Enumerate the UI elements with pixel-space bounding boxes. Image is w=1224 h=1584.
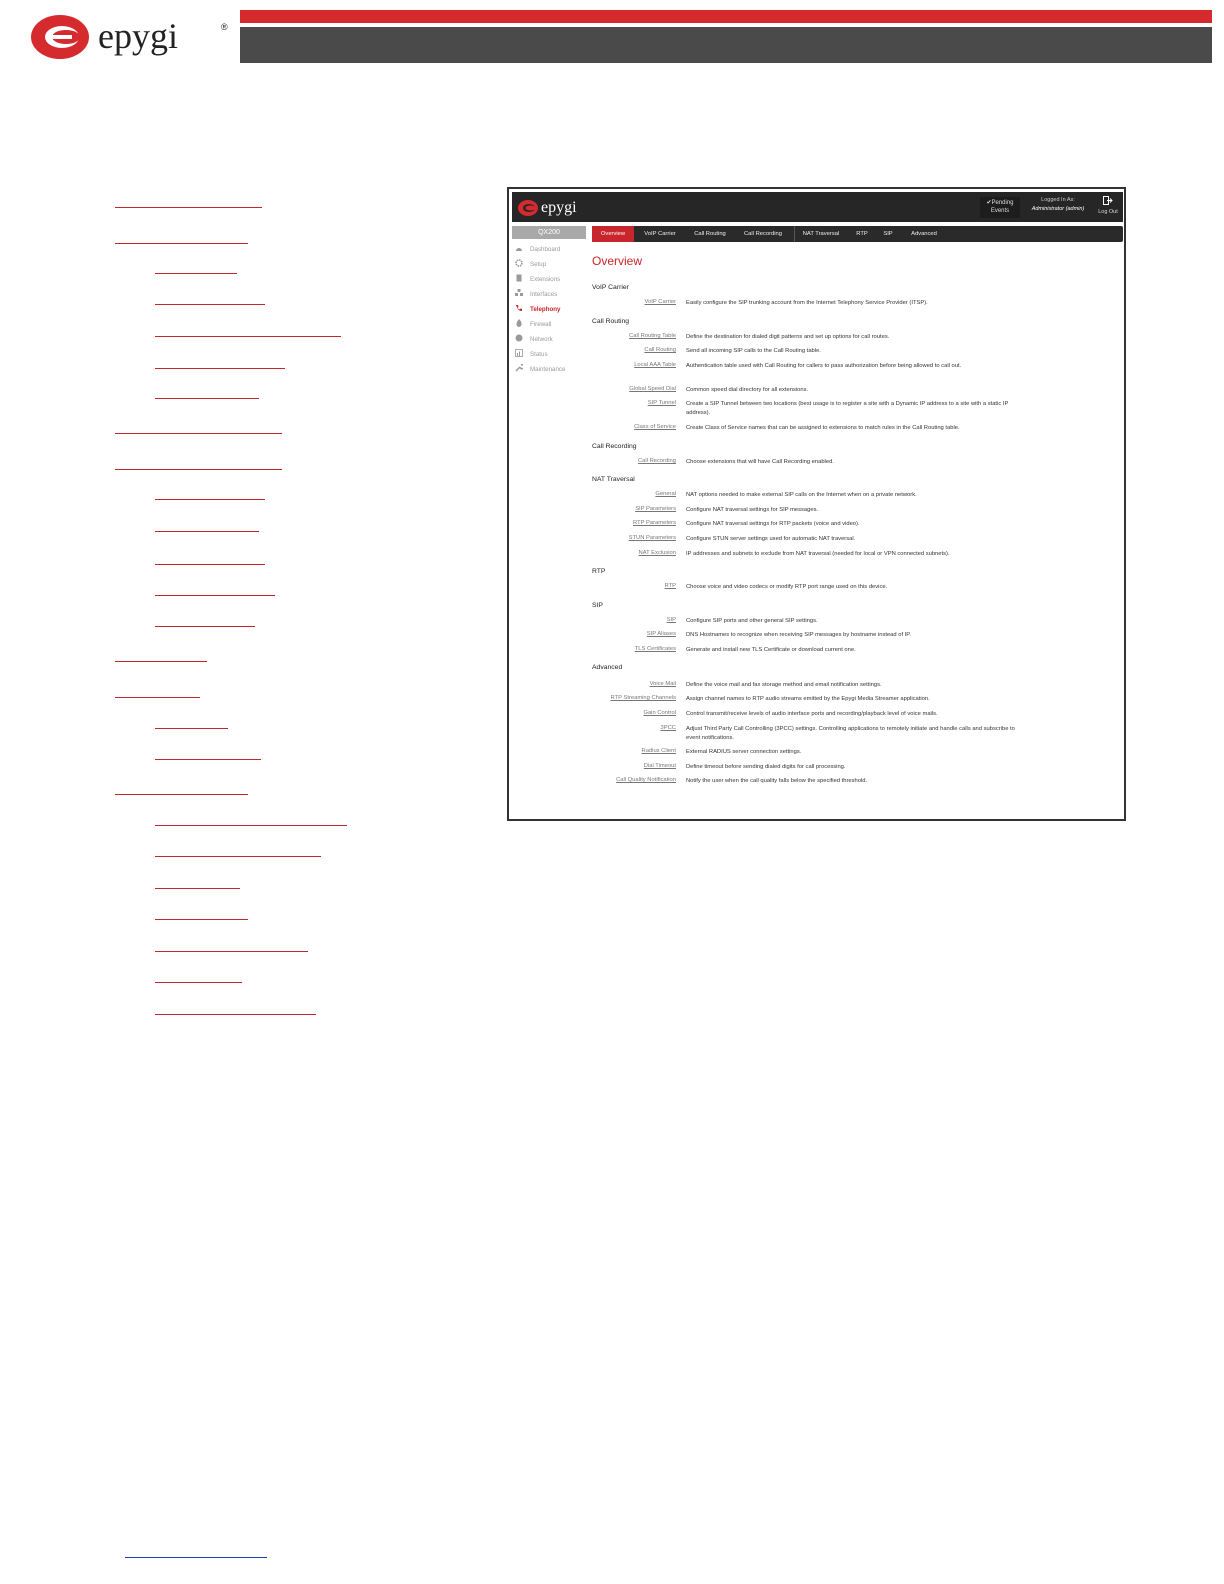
section-title: RTP xyxy=(592,568,606,575)
toc-link[interactable] xyxy=(155,1013,316,1015)
class-of-service-link[interactable]: Class of Service xyxy=(634,424,676,430)
logged-in-label: Logged In As: xyxy=(1041,197,1075,203)
call-recording-link[interactable]: Call Recording xyxy=(637,458,676,464)
book-icon xyxy=(515,274,523,282)
section-title: Call Recording xyxy=(592,443,637,450)
device-name: QX200 xyxy=(512,226,586,239)
tab-sip[interactable]: SIP xyxy=(883,231,893,237)
sidebar-label: Setup xyxy=(530,261,547,268)
tls-certificates-link[interactable]: TLS Certificates xyxy=(634,646,676,652)
tab-overview[interactable]: Overview xyxy=(592,226,634,242)
section-title: Call Routing xyxy=(592,318,630,325)
row-description: Configure NAT traversal settings for SIP messages. xyxy=(686,507,819,513)
sidebar-item-dashboard[interactable] xyxy=(515,244,560,256)
row-description: Configure STUN server settings used for automatic NAT traversal. xyxy=(686,536,856,542)
page-title: Overview xyxy=(592,254,643,268)
logout-label: Log Out xyxy=(1098,209,1118,215)
gear-icon xyxy=(515,259,523,267)
network-tree-icon xyxy=(515,289,523,297)
sidebar-item-telephony[interactable] xyxy=(515,304,560,316)
bar-chart-icon xyxy=(515,349,523,357)
row-description: Authentication table used with Call Routing for callers to pass authorization before being allowed to call out. xyxy=(686,363,962,369)
tab-nat-traversal[interactable]: NAT Traversal xyxy=(794,226,847,242)
radius-client-link[interactable]: Radius Client xyxy=(641,748,676,754)
toc-link[interactable] xyxy=(155,758,261,760)
row-description: NAT options needed to make external SIP calls on the Internet when on a private network. xyxy=(686,492,917,498)
call-quality-notification-link[interactable]: Call Quality Notification xyxy=(616,777,676,783)
logo-wordmark: epygi xyxy=(98,16,178,56)
toc-link[interactable] xyxy=(155,367,285,369)
toc-link[interactable] xyxy=(155,335,341,337)
local-aaa-table-link[interactable]: Local AAA Table xyxy=(634,362,676,368)
sidebar-label: Extensions xyxy=(530,276,561,283)
toc-link[interactable] xyxy=(115,468,282,470)
sidebar-label: Interfaces xyxy=(530,291,558,298)
toc-link[interactable] xyxy=(115,696,200,698)
app-topbar xyxy=(512,192,1123,222)
global-speed-dial-link[interactable]: Global Speed Dial xyxy=(629,386,676,392)
logged-in-info xyxy=(1024,196,1092,214)
row-description: IP addresses and subnets to exclude from NAT traversal (needed for local or VPN connected subnets). xyxy=(686,551,950,557)
nat-general-link[interactable]: General xyxy=(655,491,676,497)
phone-icon xyxy=(515,304,523,312)
row-description: Assign channel names to RTP audio streams emitted by the Epygi Media Streamer application. xyxy=(686,696,930,702)
app-logo-wordmark: epygi xyxy=(541,199,577,216)
pending-events-button[interactable]: ✔Pending Events xyxy=(980,197,1020,218)
sidebar-label: Firewall xyxy=(530,321,552,328)
rtp-streaming-channels-link[interactable]: RTP Streaming Channels xyxy=(610,695,676,701)
sidebar-label: Maintenance xyxy=(530,366,566,373)
tab-call-recording[interactable]: Call Recording xyxy=(743,231,783,237)
row-description: Choose extensions that will have Call Recording enabled. xyxy=(686,459,834,465)
svg-text:®: ® xyxy=(221,22,228,32)
row-description: Create Class of Service names that can be assigned to extensions to match rules in the Call Routing table. xyxy=(686,425,960,431)
row-description: Generate and install new TLS Certificate or download current one. xyxy=(686,647,856,653)
sidebar-item-setup[interactable] xyxy=(515,259,546,271)
sidebar-label: Dashboard xyxy=(530,246,561,253)
row-description: Adjust Third Party Call Controlling (3PCC) settings. Controlling applications to remotely initiate and handle calls and subscribe to event notifications. xyxy=(686,726,1015,741)
sip-link[interactable]: SIP xyxy=(666,617,676,623)
row-description: Notify the user when the call quality falls below the specified threshold. xyxy=(686,778,868,784)
toc-link[interactable] xyxy=(155,563,265,565)
flame-icon xyxy=(515,319,523,327)
sip-aliases-link[interactable]: SIP Aliases xyxy=(646,631,676,637)
call-routing-table-link[interactable]: Call Routing Table xyxy=(629,333,676,339)
3pcc-link[interactable]: 3PCC xyxy=(660,725,676,731)
toc-link[interactable] xyxy=(115,206,262,208)
call-routing-link[interactable]: Call Routing xyxy=(644,347,676,353)
sidebar-item-maintenance[interactable] xyxy=(515,364,565,376)
sidebar-item-extensions[interactable] xyxy=(515,274,560,286)
sip-tunnel-link[interactable]: SIP Tunnel xyxy=(647,400,676,406)
sidebar-item-interfaces[interactable] xyxy=(515,289,557,301)
tab-voip-carrier[interactable]: VoIP Carrier xyxy=(644,231,676,237)
toc-link[interactable] xyxy=(155,950,308,952)
toc-link[interactable] xyxy=(115,242,248,244)
row-description: External RADIUS server connection settings. xyxy=(686,749,802,755)
sidebar-item-status[interactable] xyxy=(515,349,548,361)
top-nav-tabs xyxy=(592,226,1123,242)
row-description: Configure SIP ports and other general SIP settings. xyxy=(686,618,818,624)
row-description: Configure NAT traversal settings for RTP packets (voice and video). xyxy=(686,521,860,527)
rtp-parameters-link[interactable]: RTP Parameters xyxy=(633,520,676,526)
toc-link[interactable] xyxy=(155,498,265,500)
section-title: VoIP Carrier xyxy=(592,284,629,291)
tab-call-routing[interactable]: Call Routing xyxy=(694,231,726,237)
voice-mail-link[interactable]: Voice Mail xyxy=(649,681,676,687)
row-description: DNS Hostnames to recognize when receiving SIP messages by hostname instead of IP. xyxy=(686,632,912,638)
row-description: Easily configure the SIP trunking account from the Internet Telephony Service Provider (ITSP). xyxy=(686,300,928,306)
toc-link[interactable] xyxy=(155,981,242,983)
header-red-bar xyxy=(240,10,1212,23)
toc-link[interactable] xyxy=(115,793,248,795)
epygi-logo xyxy=(28,10,233,64)
row-description: Define timeout before sending dialed digits for call processing. xyxy=(686,764,846,770)
toc-link[interactable] xyxy=(155,625,255,627)
toc-link[interactable] xyxy=(155,855,321,857)
toc-link[interactable] xyxy=(115,432,282,434)
wrench-icon xyxy=(515,364,523,372)
gain-control-link[interactable]: Gain Control xyxy=(643,710,676,716)
app-logo xyxy=(516,194,586,220)
sidebar-label: Status xyxy=(530,351,548,358)
section-title: SIP xyxy=(592,602,603,609)
section-title: NAT Traversal xyxy=(592,476,635,483)
globe-icon xyxy=(515,334,523,342)
toc-link[interactable] xyxy=(115,660,207,662)
sip-parameters-link[interactable]: SIP Parameters xyxy=(635,506,676,512)
stun-parameters-link[interactable]: STUN Parameters xyxy=(628,535,676,541)
toc-link[interactable] xyxy=(155,887,240,889)
sidebar-item-network[interactable] xyxy=(515,334,553,346)
sidebar-item-firewall[interactable] xyxy=(515,319,551,331)
rtp-link[interactable]: RTP xyxy=(664,583,676,589)
header-gray-bar xyxy=(240,27,1212,63)
logout-icon xyxy=(1103,196,1113,205)
footer-link[interactable] xyxy=(125,1557,267,1558)
toc-link[interactable] xyxy=(155,397,259,399)
overview-screenshot xyxy=(507,187,1126,821)
section-title: Advanced xyxy=(592,664,623,671)
voip-carrier-link[interactable]: VoIP Carrier xyxy=(644,299,676,305)
row-description: Define the voice mail and fax storage method and email notification settings. xyxy=(686,682,882,688)
row-description: Create a SIP Tunnel between two locations (best usage is to register a site with a Dynamic IP address to a site with a static IP address). xyxy=(686,401,1009,416)
nat-exclusion-link[interactable]: NAT Exclusion xyxy=(638,550,676,556)
toc-link[interactable] xyxy=(155,272,237,274)
sidebar-label: Telephony xyxy=(530,306,561,313)
dashboard-icon xyxy=(515,244,523,252)
row-description: Common speed dial directory for all extensions. xyxy=(686,387,809,393)
row-description: Choose voice and video codecs or modify RTP port range used on this device. xyxy=(686,584,888,590)
sidebar-label: Network xyxy=(530,336,553,343)
logout-button[interactable] xyxy=(1095,196,1121,216)
toc-link[interactable] xyxy=(155,824,347,826)
row-description: Control transmit/receive levels of audio interface ports and recording/playback level of voice mails. xyxy=(686,711,938,717)
row-description: Send all incoming SIP calls to the Call Routing table. xyxy=(686,348,821,354)
toc-link[interactable] xyxy=(155,727,228,729)
toc-link[interactable] xyxy=(155,303,265,305)
tab-rtp[interactable]: RTP xyxy=(856,231,868,237)
logged-in-user: Administrator (admin) xyxy=(1031,206,1085,212)
row-description: Define the destination for dialed digit patterns and set up options for call routes. xyxy=(686,334,890,340)
tab-advanced[interactable]: Advanced xyxy=(911,231,937,237)
toc-link[interactable] xyxy=(155,918,248,920)
toc-link[interactable] xyxy=(155,530,259,532)
toc-link[interactable] xyxy=(155,594,275,596)
dial-timeout-link[interactable]: Dial Timeout xyxy=(643,763,676,769)
